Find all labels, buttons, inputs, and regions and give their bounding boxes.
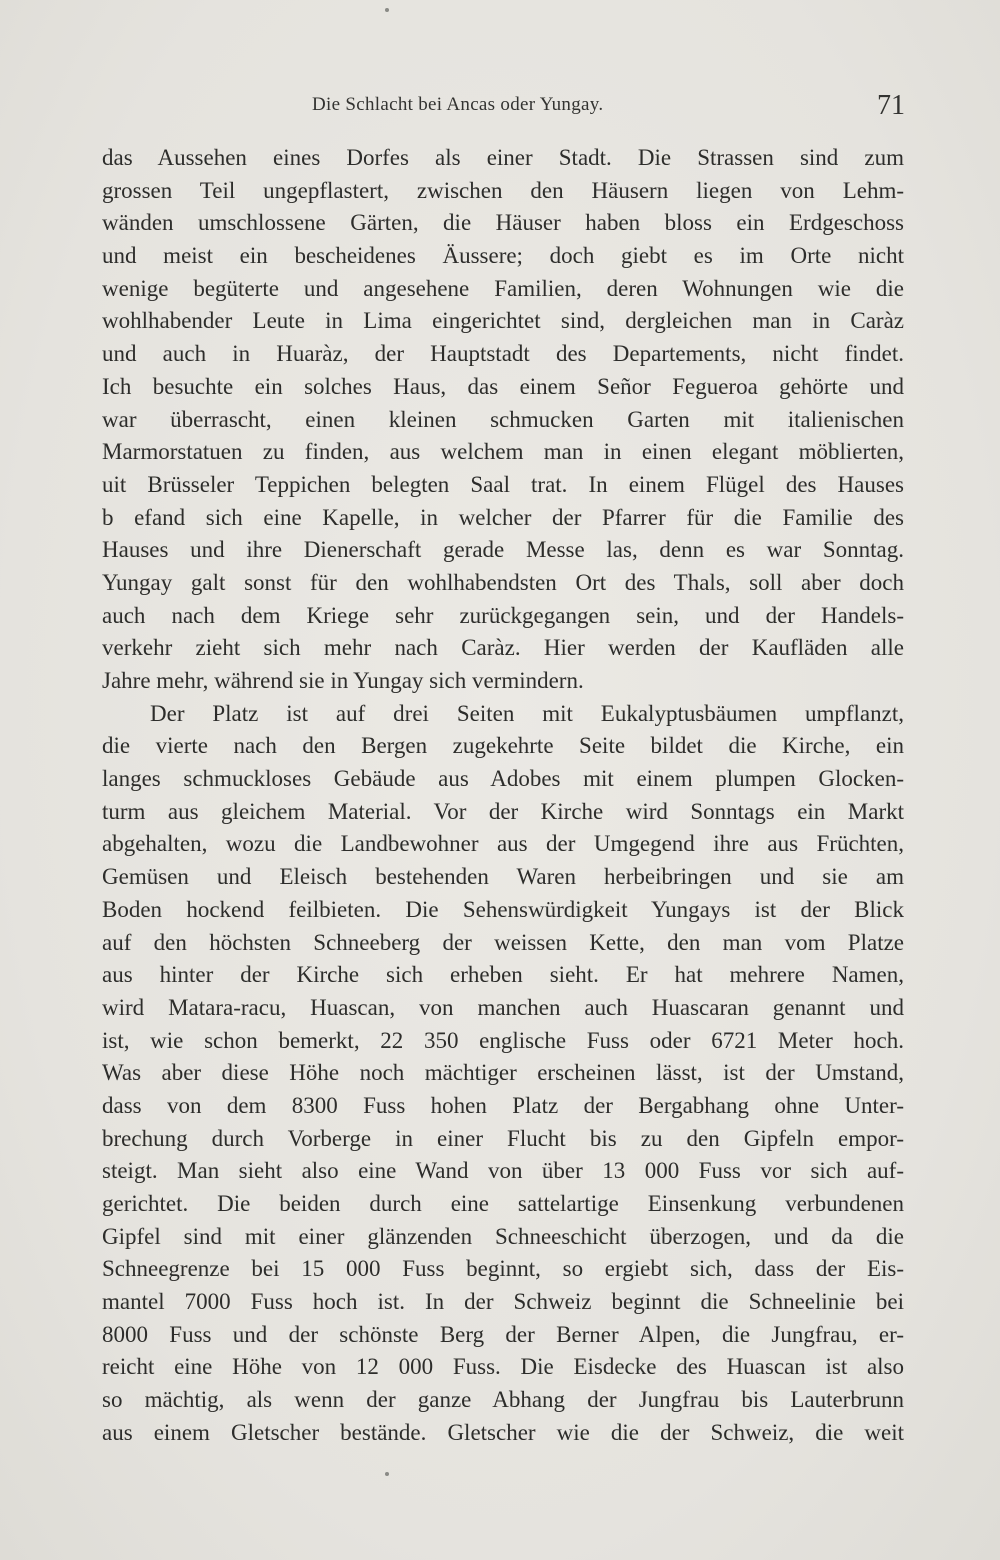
text-line: Hauses und ihre Dienerschaft gerade Messe las, denn es war Sonntag.: [102, 537, 904, 563]
text-line: Boden hockend feilbieten. Die Sehenswürdigkeit Yungays ist der Blick: [102, 896, 904, 922]
text-line: brechung durch Vorberge in einer Flucht bis zu den Gipfeln empor-: [102, 1125, 904, 1151]
text-line: Was aber diese Höhe noch mächtiger erscheinen lässt, ist der Umstand,: [102, 1060, 904, 1086]
text-line: Schneegrenze bei 15 000 Fuss beginnt, so ergiebt sich, dass der Eis-: [102, 1256, 904, 1282]
text-line: uit Brüsseler Teppichen belegten Saal trat. In einem Flügel des Hauses: [102, 471, 904, 497]
text-line: Yungay galt sonst für den wohlhabendsten Ort des Thals, soll aber doch: [102, 569, 904, 595]
text-line: wenige begüterte und angesehene Familien, deren Wohnungen wie die: [102, 275, 904, 301]
text-line: langes schmuckloses Gebäude aus Adobes mit einem plumpen Glocken-: [102, 766, 904, 792]
text-line: wänden umschlossene Gärten, die Häuser haben bloss ein Erdgeschoss: [102, 210, 904, 236]
text-line: mantel 7000 Fuss hoch ist. In der Schweiz beginnt die Schneelinie bei: [102, 1289, 904, 1315]
text-line: ist, wie schon bemerkt, 22 350 englische Fuss oder 6721 Meter hoch.: [102, 1027, 904, 1053]
text-line: aus einem Gletscher bestände. Gletscher wie die der Schweiz, die weit: [102, 1419, 904, 1445]
text-line: die vierte nach den Bergen zugekehrte Seite bildet die Kirche, ein: [102, 733, 904, 759]
text-line: wird Matara-racu, Huascan, von manchen auch Huascaran genannt und: [102, 994, 904, 1020]
page-header: [100, 90, 905, 130]
text-line: auch nach dem Kriege sehr zurückgegangen sein, und der Handels-: [102, 602, 904, 628]
text-line: reicht eine Höhe von 12 000 Fuss. Die Eisdecke des Huascan ist also: [102, 1354, 904, 1380]
print-speck: [385, 8, 389, 12]
text-line: Gemüsen und Eleisch bestehenden Waren herbeibringen und sie am: [102, 864, 904, 890]
text-line: steigt. Man sieht also eine Wand von über 13 000 Fuss vor sich auf-: [102, 1158, 904, 1184]
print-speck: [385, 1472, 389, 1476]
text-line: verkehr zieht sich mehr nach Caràz. Hier werden der Kaufläden alle: [102, 635, 904, 661]
text-line: aus hinter der Kirche sich erheben sieht. Er hat mehrere Namen,: [102, 962, 904, 988]
running-title: Die Schlacht bei Ancas oder Yungay.: [312, 94, 604, 115]
text-line: gerichtet. Die beiden durch eine sattelartige Einsenkung verbundenen: [102, 1191, 904, 1216]
text-line: Gipfel sind mit einer glänzenden Schneeschicht überzogen, und da die: [102, 1223, 904, 1249]
text-line: b efand sich eine Kapelle, in welcher der Pfarrer für die Familie des: [102, 504, 904, 530]
text-line: auf den höchsten Schneeberg der weissen Kette, den man vom Platze: [102, 929, 904, 955]
page-number: 71: [877, 90, 905, 121]
text-line: Ich besuchte ein solches Haus, das einem Señor Fegueroa gehörte und: [102, 373, 904, 399]
text-line: Marmorstatuen zu finden, aus welchem man in einen elegant möblierten,: [102, 439, 904, 465]
text-line: 8000 Fuss und der schönste Berg der Berner Alpen, die Jungfrau, er-: [102, 1321, 904, 1347]
text-line: das Aussehen eines Dorfes als einer Stadt. Die Strassen sind zum: [102, 145, 904, 170]
text-line: Der Platz ist auf drei Seiten mit Eukalyptusbäumen umpflanzt,: [150, 700, 904, 726]
text-line: Jahre mehr, während sie in Yungay sich vermindern.: [102, 668, 584, 693]
body-text: [102, 142, 904, 1450]
text-line: so mächtig, als wenn der ganze Abhang der Jungfrau bis Lauterbrunn: [102, 1387, 904, 1413]
text-line: und meist ein bescheidenes Äussere; doch giebt es im Orte nicht: [102, 243, 904, 269]
text-line: grossen Teil ungepflastert, zwischen den Häusern liegen von Lehm-: [102, 177, 904, 203]
text-line: abgehalten, wozu die Landbewohner aus der Umgegend ihre aus Früchten,: [102, 831, 904, 857]
text-line: turm aus gleichem Material. Vor der Kirche wird Sonntags ein Markt: [102, 798, 904, 824]
text-line: dass von dem 8300 Fuss hohen Platz der Bergabhang ohne Unter-: [102, 1092, 904, 1118]
text-line: und auch in Huaràz, der Hauptstadt des Departements, nicht findet.: [102, 341, 904, 367]
text-line: wohlhabender Leute in Lima eingerichtet sind, dergleichen man in Caràz: [102, 308, 904, 334]
text-line: war überrascht, einen kleinen schmucken Garten mit italienischen: [102, 406, 904, 432]
